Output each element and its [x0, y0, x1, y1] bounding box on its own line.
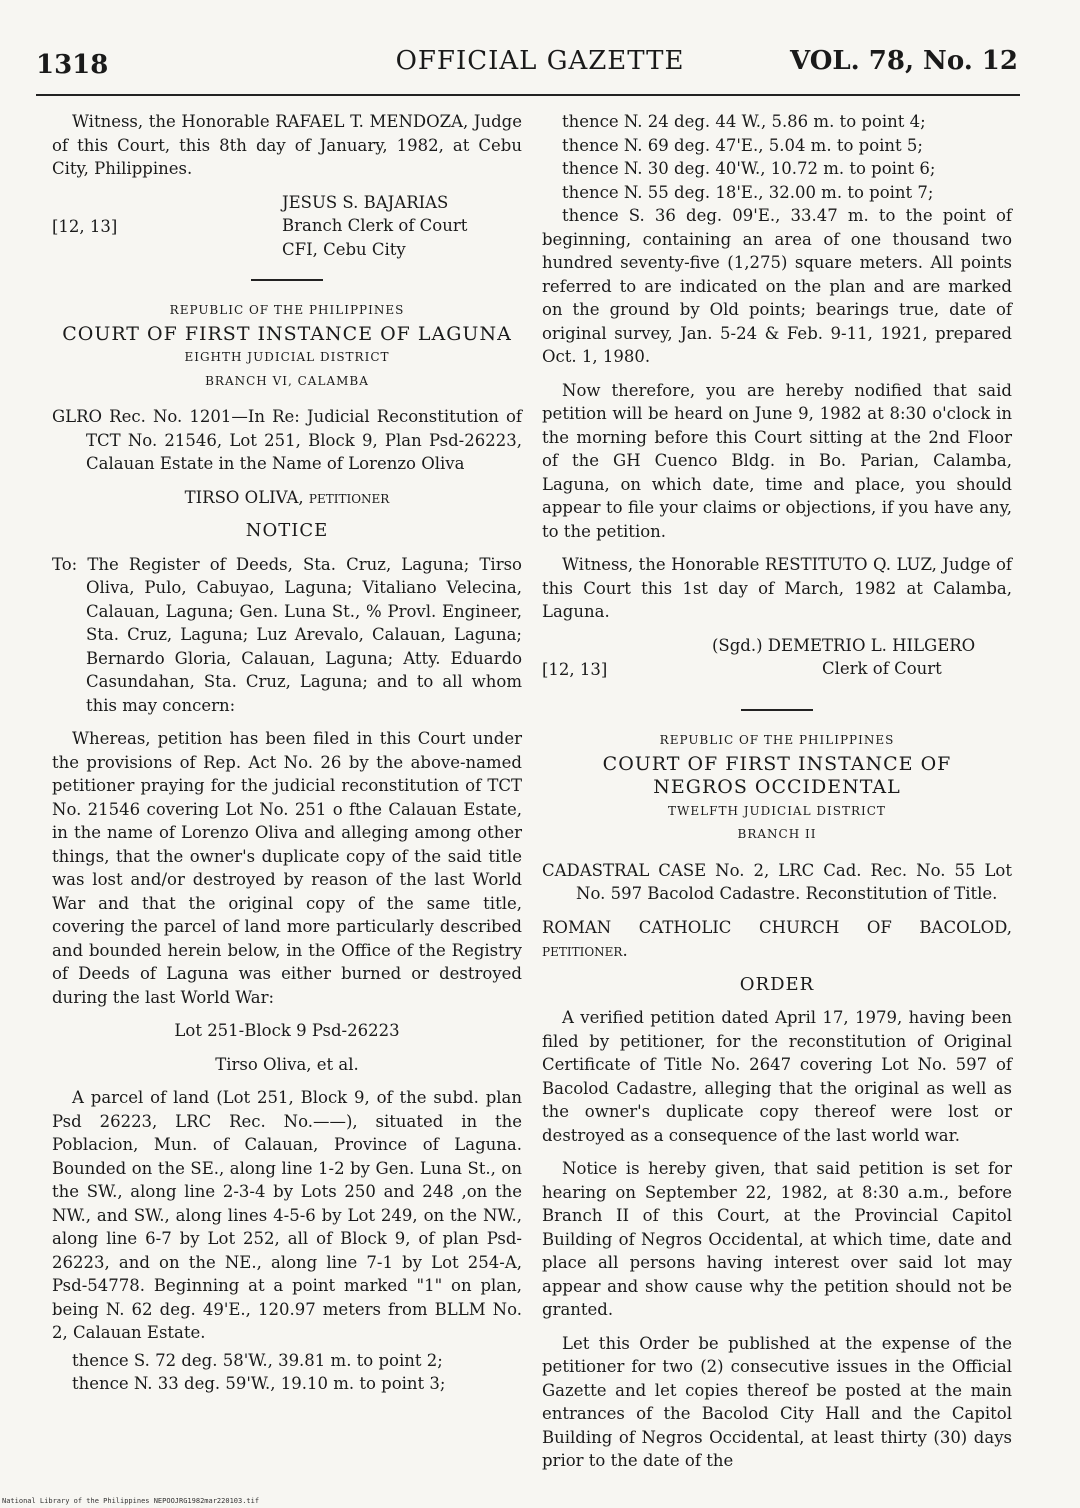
signatory-name: (Sgd.) DEMETRIO L. HILGERO [712, 635, 976, 655]
order-paragraph: A verified petition dated April 17, 1979, having been filed by petitioner, for the reconstitution of Original Certificate of Title No. 2647 covering Lot No. 597 of Bacolod Cadastre, alleging that the original as well as the owner's duplicate copy thereof were lost or destroyed as a consequence of the last world war. [542, 1008, 1012, 1145]
order-title: ORDER [739, 973, 815, 995]
signature-block [542, 634, 1012, 682]
petitioner-line: ROMAN CATHOLIC CHURCH OF BACOLOD, petitioner. [542, 917, 1012, 960]
witness-paragraph: Witness, the Honorable RESTITUTO Q. LUZ, Judge of this Court this 1st day of March, 1982 at Calamba, Laguna. [542, 555, 1012, 621]
section-divider [251, 279, 323, 281]
order-paragraph: Notice is hereby given, that said petition is set for hearing on September 22, 1982, at 8:30 a.m., before Branch II of this Court, at the Provincial Capitol Building of Negros Occidental, at which time, date and place all persons having interest over said lot may appear and show cause why the petition should not be granted. [542, 1159, 1012, 1319]
signatory-title: Clerk of Court [822, 659, 942, 678]
now-therefore-paragraph: Now therefore, you are hereby nodified that said petition will be heard on June 9, 1982 at 8:30 o'clock in the morning before this Court sitting at the 2nd Floor of the GH Cuenco Bldg. in Bo. Parian, Calamba, Laguna, on which date, time and place, you should appear to file your claims or objections, if you have any, to the petition. [542, 380, 1012, 541]
bearing-line: thence N. 30 deg. 40'W., 10.72 m. to point 6; [562, 159, 936, 178]
petitioner-line: TIRSO OLIVA, petitioner [184, 487, 390, 507]
header-rule [36, 94, 1020, 96]
signatory-name: JESUS S. BAJARIAS [282, 192, 449, 212]
left-column [52, 110, 522, 1396]
republic-heading: REPUBLIC OF THE PHILIPPINES [169, 303, 405, 317]
branch-heading: BRANCH II [737, 827, 817, 841]
court-heading-province: NEGROS OCCIDENTAL [653, 776, 901, 798]
order-paragraph: Let this Order be published at the expense of the petitioner for two (2) consecutive issues in the Official Gazette and let copies thereof be posted at the main entrances of the Bacolod City Hall and the Capitol Building of Negros Occidental, at least thirty (30) days prior to the date of the [542, 1333, 1012, 1470]
notice-title: NOTICE [245, 520, 329, 541]
bearing-final: thence S. 36 deg. 09'E., 33.47 m. to the point of beginning, containing an area of one thousand two hundred seventy-five (1,275) square meters. All points referred to are indicated on the plan and are marked on the ground by Old points; bearings true, date of original survey, Jan. 5-24 & Feb. 9-11, 1921, prepared Oct. 1, 1980. [542, 206, 1012, 366]
parcel-description: A parcel of land (Lot 251, Block 9, of the subd. plan Psd 26223, LRC Rec. No.——), situated in the Poblacion, Mun. of Calauan, Province of Laguna. Bounded on the SE., along line 1-2 by Gen. Luna St., on the SW., along line 2-3-4 by Lots 250 and 248 ,on the NW., and SW., along lines 4-5-6 by Lot 249, on the NW., along line 6-7 by Lot 252, all of Block 9, of plan Psd-26223, and on the NE., along line 7-1 by Lot 254-A, Psd-54778. Beginning at a point marked "1" on plan, being N. 62 deg. 49'E., 120.97 meters from BLLM No. 2, Calauan Estate. [52, 1088, 522, 1342]
case-caption: CADASTRAL CASE No. 2, LRC Cad. Rec. No. 55 Lot No. 597 Bacolod Cadastre. Reconstitution of Title. [542, 860, 1012, 903]
witness-paragraph: Witness, the Honorable RAFAEL T. MENDOZA, Judge of this Court, this 8th day of January, 1982, at Cebu City, Philippines. [52, 112, 522, 178]
publication-title: OFFICIAL GAZETTE [395, 46, 685, 76]
right-column [542, 110, 1012, 1483]
case-caption: GLRO Rec. No. 1201—In Re: Judicial Reconstitution of TCT No. 21546, Lot 251, Block 9, Plan Psd-26223, Calauan Estate in the Name of Lorenzo Oliva [52, 407, 522, 473]
court-heading: COURT OF FIRST INSTANCE OF LAGUNA [62, 322, 512, 345]
signature-block [52, 191, 522, 262]
bearing-line: thence S. 72 deg. 58'W., 39.81 m. to point 2; [72, 1350, 443, 1370]
bearing-line: thence N. 24 deg. 44 W., 5.86 m. to point 4; [562, 112, 926, 131]
section-divider [741, 709, 813, 711]
scan-footer: National Library of the Philippines NEPOOJRG1982mar220103.tif [2, 1497, 260, 1505]
volume-number: VOL. 78, No. 12 [790, 46, 1018, 76]
signatory-office: CFI, Cebu City [282, 239, 406, 259]
court-heading: COURT OF FIRST INSTANCE OF [602, 752, 952, 775]
page-number: 1318 [36, 50, 109, 80]
issue-ref: [12, 13] [542, 659, 608, 679]
lot-heading: Lot 251-Block 9 Psd-26223 [174, 1021, 400, 1040]
district-heading: EIGHTH JUDICIAL DISTRICT [184, 350, 390, 364]
branch-heading: BRANCH VI, CALAMBA [205, 373, 369, 388]
signatory-title: Branch Clerk of Court [282, 216, 468, 235]
bearing-line: thence N. 69 deg. 47'E., 5.04 m. to point 5; [562, 135, 923, 155]
district-heading: TWELFTH JUDICIAL DISTRICT [668, 803, 886, 818]
addressees: To: The Register of Deeds, Sta. Cruz, Laguna; Tirso Oliva, Pulo, Cabuyao, Laguna; Vitaliano Velecina, Calauan, Laguna; Gen. Luna St., % Provl. Engineer, Sta. Cruz, Laguna; Luz Arevalo, Calauan, Laguna; Bernardo Gloria, Calauan, Laguna; Atty. Eduardo Casundahan, Sta. Cruz, Laguna; and to all whom this may concern: [52, 554, 522, 715]
lot-owner: Tirso Oliva, et al. [215, 1054, 359, 1074]
page-header [0, 0, 1080, 100]
bearing-line: thence N. 33 deg. 59'W., 19.10 m. to point 3; [72, 1374, 446, 1393]
bearing-line: thence N. 55 deg. 18'E., 32.00 m. to point 7; [562, 182, 934, 202]
issue-ref: [12, 13] [52, 216, 118, 236]
whereas-paragraph: Whereas, petition has been filed in this Court under the provisions of Rep. Act No. 26 by the above-named petitioner praying for the judicial reconstitution of TCT No. 21546 covering Lot No. 251 o fthe Calauan Estate, in the name of Lorenzo Oliva and alleging among other things, that the owner's duplicate copy of the said title was lost and/or destroyed by reason of the last World War and that the original copy of the same title, covering the parcel of land more particularly described and bounded herein below, in the Office of the Registry of Deeds of Laguna was either burned or destroyed during the last World War: [52, 729, 522, 1007]
republic-heading: REPUBLIC OF THE PHILIPPINES [659, 733, 895, 747]
